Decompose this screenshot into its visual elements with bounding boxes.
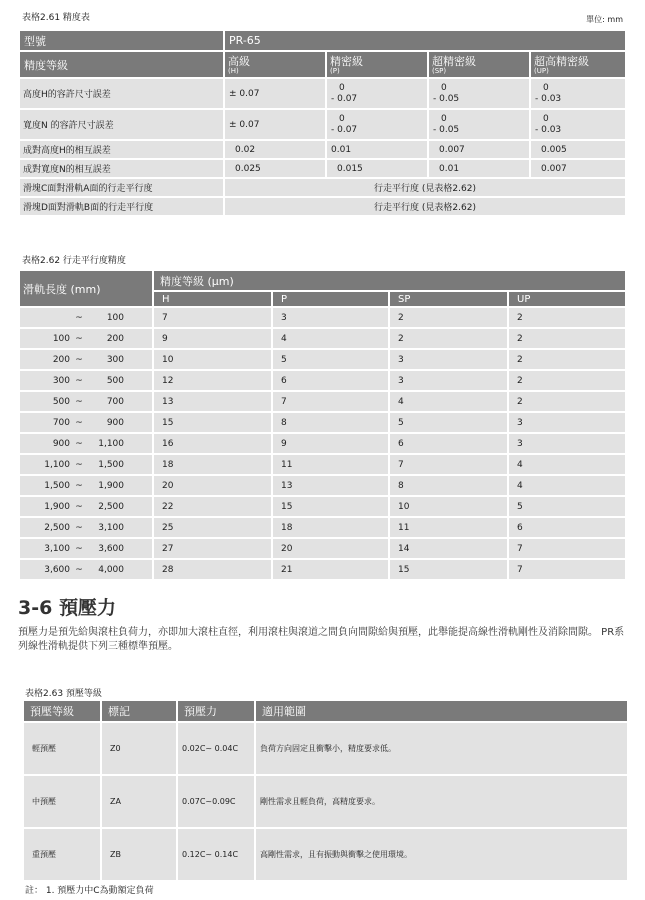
- table-row: [20, 198, 625, 215]
- preload-force: 0.12C~ 0.14C: [178, 829, 254, 880]
- length-from: 1,500: [44, 480, 70, 491]
- cell-h: 0.025: [225, 160, 325, 177]
- row-label: 成對高度H的相互誤差: [20, 141, 223, 158]
- row-label: 高度H的容許尺寸誤差: [20, 79, 223, 108]
- cell-p: 21: [273, 560, 388, 579]
- section-title: 3-6 預壓力: [18, 597, 116, 619]
- cell-p: 0 - 0.07: [327, 110, 427, 139]
- col-level-header: 預壓等級: [24, 701, 100, 721]
- length-to: 500: [106, 375, 124, 386]
- cell-up: 7: [509, 539, 625, 558]
- preload-usage: 高剛性需求，且有振動與衝擊之使用環境。: [256, 829, 627, 880]
- table-row: [24, 723, 627, 774]
- preload-level: 輕預壓: [24, 723, 100, 774]
- col-sp-header: SP: [390, 292, 507, 306]
- cell-up: 0.005: [531, 141, 625, 158]
- table-row: [20, 308, 625, 327]
- range-sep: ~: [75, 438, 83, 449]
- length-range: [20, 518, 152, 537]
- cell-up: 0.007: [531, 160, 625, 177]
- length-from: 500: [52, 396, 70, 407]
- length-to: 4,000: [98, 564, 124, 575]
- length-from: 3,600: [44, 564, 70, 575]
- length-range: [20, 308, 152, 327]
- cell-p: 15: [273, 497, 388, 516]
- length-range: [20, 392, 152, 411]
- cell-sp: 15: [390, 560, 507, 579]
- cell-p: 13: [273, 476, 388, 495]
- cell-h: 10: [154, 350, 271, 369]
- range-sep: ~: [75, 333, 83, 344]
- range-sep: ~: [75, 459, 83, 470]
- grade-h-header: 高級 (H): [225, 52, 325, 77]
- length-range: [20, 497, 152, 516]
- row-label: 寬度N 的容許尺寸誤差: [20, 110, 223, 139]
- table-row: [20, 497, 625, 516]
- model-value: PR-65: [225, 31, 625, 50]
- length-range: [20, 476, 152, 495]
- cell-p: 8: [273, 413, 388, 432]
- cell-h: 13: [154, 392, 271, 411]
- cell-p: 6: [273, 371, 388, 390]
- cell-p: 0 - 0.07: [327, 79, 427, 108]
- cell-p: 7: [273, 392, 388, 411]
- parallelism-table: [18, 269, 627, 581]
- cell-h: 0.02: [225, 141, 325, 158]
- cell-p: 9: [273, 434, 388, 453]
- cell-sp: 6: [390, 434, 507, 453]
- cell-sp: 8: [390, 476, 507, 495]
- table-row: [20, 350, 625, 369]
- range-sep: ~: [75, 480, 83, 491]
- preload-level: 重預壓: [24, 829, 100, 880]
- cell-sp: 0.01: [429, 160, 529, 177]
- preload-table: [22, 699, 629, 882]
- length-from: 200: [52, 354, 70, 365]
- table-row: [20, 371, 625, 390]
- length-range: [20, 350, 152, 369]
- precision-table: [18, 29, 627, 217]
- table-row: [20, 560, 625, 579]
- cell-span: 行走平行度 (見表格2.62): [225, 179, 625, 196]
- table-row: [20, 179, 625, 196]
- length-header: 滑軌長度 (mm): [20, 271, 152, 306]
- cell-p: 18: [273, 518, 388, 537]
- cell-up: 7: [509, 560, 625, 579]
- length-range: [20, 413, 152, 432]
- cell-up: 2: [509, 371, 625, 390]
- grade-p-header: 精密級 (P): [327, 52, 427, 77]
- cell-up: 2: [509, 308, 625, 327]
- length-range: [20, 455, 152, 474]
- cell-sp: 3: [390, 371, 507, 390]
- table-row: [20, 413, 625, 432]
- col-mark-header: 標記: [102, 701, 176, 721]
- table-row: [20, 110, 625, 139]
- range-sep: ~: [75, 417, 83, 428]
- table-row: [20, 518, 625, 537]
- row-label: 滑塊D面對滑軌B面的行走平行度: [20, 198, 223, 215]
- col-p-header: P: [273, 292, 388, 306]
- cell-p: 0.015: [327, 160, 427, 177]
- cell-up: 2: [509, 350, 625, 369]
- length-to: 900: [106, 417, 124, 428]
- cell-p: 5: [273, 350, 388, 369]
- cell-sp: 0.007: [429, 141, 529, 158]
- cell-h: 22: [154, 497, 271, 516]
- cell-up: 3: [509, 434, 625, 453]
- cell-h: 28: [154, 560, 271, 579]
- range-sep: ~: [75, 501, 83, 512]
- length-from: 1,900: [44, 501, 70, 512]
- table-row: [20, 455, 625, 474]
- length-to: 2,500: [98, 501, 124, 512]
- cell-h: 27: [154, 539, 271, 558]
- model-label: 型號: [20, 31, 223, 50]
- length-range: [20, 560, 152, 579]
- range-sep: ~: [75, 522, 83, 533]
- table-2-61-caption: 表格2.61 精度表: [22, 13, 90, 23]
- table-2-62-caption: 表格2.62 行走平行度精度: [22, 256, 126, 266]
- cell-p: 20: [273, 539, 388, 558]
- cell-up: 5: [509, 497, 625, 516]
- cell-sp: 4: [390, 392, 507, 411]
- row-label: 成對寬度N的相互誤差: [20, 160, 223, 177]
- length-to: 700: [106, 396, 124, 407]
- cell-h: 18: [154, 455, 271, 474]
- range-sep: ~: [75, 564, 83, 575]
- cell-h: 9: [154, 329, 271, 348]
- table-row: [20, 392, 625, 411]
- cell-h: 7: [154, 308, 271, 327]
- grade-label: 精度等級: [20, 52, 223, 77]
- col-force-header: 預壓力: [178, 701, 254, 721]
- cell-h: 12: [154, 371, 271, 390]
- table-row: [20, 329, 625, 348]
- length-to: 1,900: [98, 480, 124, 491]
- cell-up: 0 - 0.03: [531, 79, 625, 108]
- cell-h: 25: [154, 518, 271, 537]
- preload-mark: Z0: [102, 723, 176, 774]
- table-row: [20, 539, 625, 558]
- length-to: 1,100: [98, 438, 124, 449]
- table-row: [24, 776, 627, 827]
- grade-sp-header: 超精密級 (SP): [429, 52, 529, 77]
- footnote: 註： 1. 預壓力中C為動額定負荷: [25, 886, 154, 896]
- section-body: 預壓力是預先給與滾柱負荷力，亦即加大滾柱直徑，利用滾柱與滾道之間負向間隙給與預壓，此舉能提高線性滑軌剛性及消除間隙。 PR系列線性滑軌提供下列三種標準預壓。: [18, 627, 625, 652]
- cell-up: 4: [509, 455, 625, 474]
- col-usage-header: 適用範圍: [256, 701, 627, 721]
- cell-up: 2: [509, 329, 625, 348]
- table-row: [20, 79, 625, 108]
- cell-sp: 3: [390, 350, 507, 369]
- length-to: 200: [106, 333, 124, 344]
- table-row: [20, 476, 625, 495]
- length-from: 100: [52, 333, 70, 344]
- cell-up: 4: [509, 476, 625, 495]
- cell-h: ± 0.07: [225, 110, 325, 139]
- range-sep: ~: [75, 396, 83, 407]
- table-row: [20, 434, 625, 453]
- cell-sp: 14: [390, 539, 507, 558]
- cell-h: ± 0.07: [225, 79, 325, 108]
- length-to: 100: [106, 312, 124, 323]
- unit-label: 單位: mm: [586, 15, 623, 24]
- row-label: 滑塊C面對滑軌A面的行走平行度: [20, 179, 223, 196]
- preload-mark: ZB: [102, 829, 176, 880]
- length-range: [20, 434, 152, 453]
- col-up-header: UP: [509, 292, 625, 306]
- cell-sp: 2: [390, 329, 507, 348]
- range-sep: ~: [75, 543, 83, 554]
- cell-sp: 11: [390, 518, 507, 537]
- length-range: [20, 329, 152, 348]
- length-from: 700: [52, 417, 70, 428]
- cell-p: 0.01: [327, 141, 427, 158]
- cell-p: 3: [273, 308, 388, 327]
- range-sep: ~: [75, 375, 83, 386]
- col-h-header: H: [154, 292, 271, 306]
- preload-usage: 剛性需求且輕負荷，高精度要求。: [256, 776, 627, 827]
- cell-p: 4: [273, 329, 388, 348]
- table-2-63-caption: 表格2.63 預壓等級: [25, 689, 102, 699]
- cell-sp: 0 - 0.05: [429, 79, 529, 108]
- table-row: [20, 160, 625, 177]
- length-to: 300: [106, 354, 124, 365]
- cell-span: 行走平行度 (見表格2.62): [225, 198, 625, 215]
- table-row: [20, 141, 625, 158]
- length-to: 3,100: [98, 522, 124, 533]
- preload-level: 中預壓: [24, 776, 100, 827]
- cell-p: 11: [273, 455, 388, 474]
- length-from: 900: [52, 438, 70, 449]
- range-sep: ~: [75, 312, 83, 323]
- length-from: 3,100: [44, 543, 70, 554]
- preload-mark: ZA: [102, 776, 176, 827]
- length-range: [20, 371, 152, 390]
- grade-header: 精度等級 (μm): [154, 271, 625, 290]
- cell-sp: 5: [390, 413, 507, 432]
- table-row: [24, 829, 627, 880]
- cell-sp: 7: [390, 455, 507, 474]
- length-from: 300: [52, 375, 70, 386]
- preload-force: 0.02C~ 0.04C: [178, 723, 254, 774]
- cell-sp: 10: [390, 497, 507, 516]
- range-sep: ~: [75, 354, 83, 365]
- preload-usage: 負荷方向固定且衝擊小，精度要求低。: [256, 723, 627, 774]
- length-from: 1,100: [44, 459, 70, 470]
- cell-h: 15: [154, 413, 271, 432]
- preload-force: 0.07C~0.09C: [178, 776, 254, 827]
- cell-up: 2: [509, 392, 625, 411]
- length-to: 1,500: [98, 459, 124, 470]
- cell-sp: 2: [390, 308, 507, 327]
- cell-h: 20: [154, 476, 271, 495]
- grade-up-header: 超高精密級 (UP): [531, 52, 625, 77]
- length-range: [20, 539, 152, 558]
- length-to: 3,600: [98, 543, 124, 554]
- cell-up: 0 - 0.03: [531, 110, 625, 139]
- cell-up: 6: [509, 518, 625, 537]
- cell-up: 3: [509, 413, 625, 432]
- cell-h: 16: [154, 434, 271, 453]
- cell-sp: 0 - 0.05: [429, 110, 529, 139]
- length-from: 2,500: [44, 522, 70, 533]
